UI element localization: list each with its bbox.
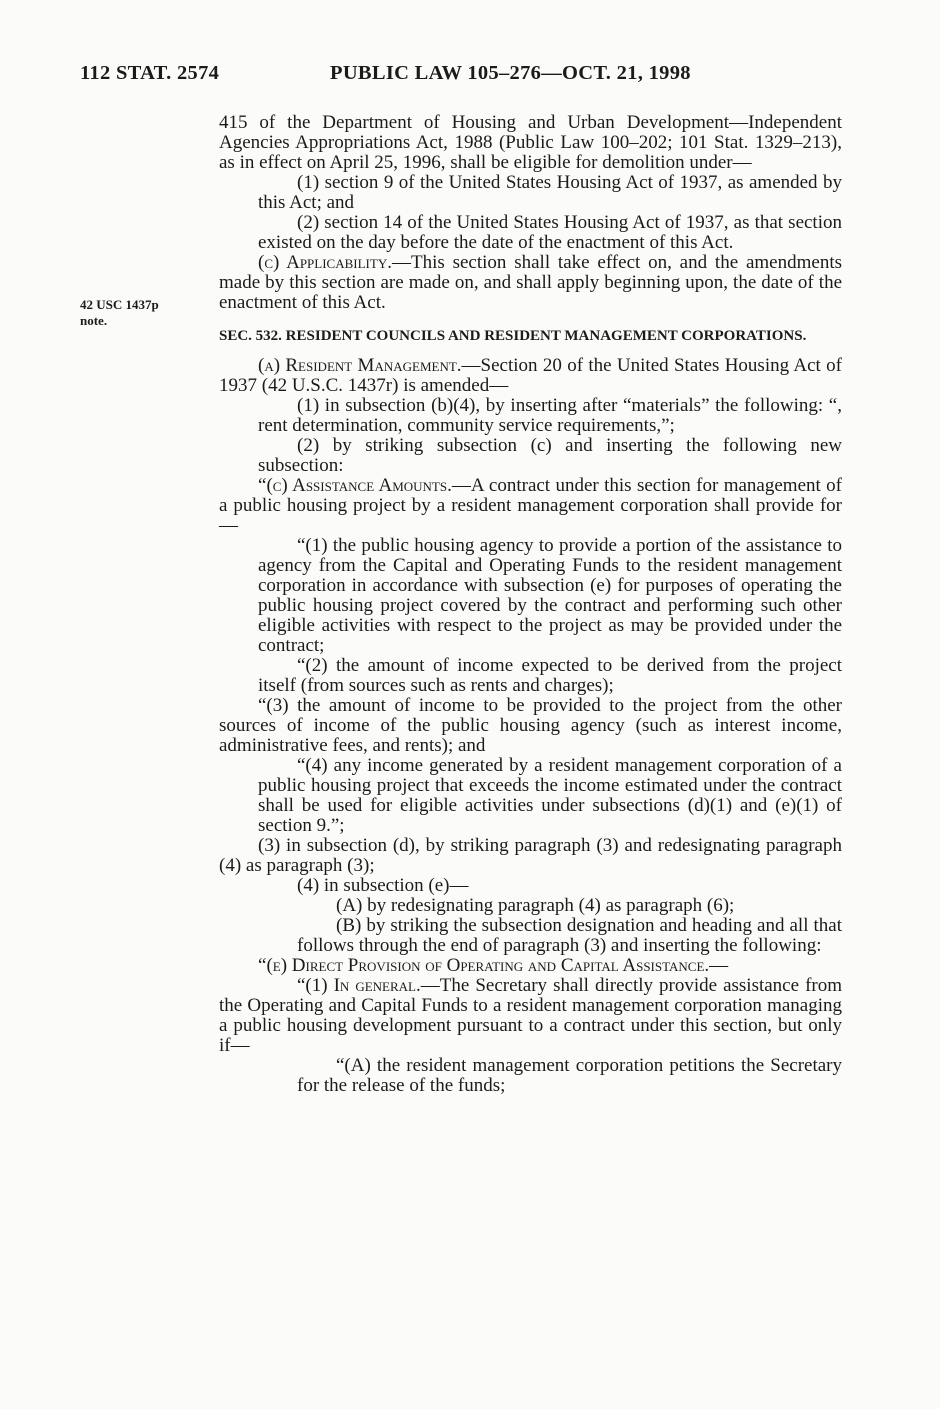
assistance-amounts-heading: (c) Assistance Amounts. — [266, 475, 452, 496]
resident-management-heading: (a) Resident Management. — [258, 355, 462, 376]
assistance-item-1: “(1) the public housing agency to provide a portion of the assistance to agency from the Capital and Operating Funds to the resident management corporation in accordance with subsection (e) for purposes of operating the public housing project covered by the contract and performing such other eligible activities with respect to the project as may be provided under the contract; — [258, 535, 842, 656]
direct-provision-dash: — — [709, 955, 729, 976]
assistance-amounts-paragraph — [219, 476, 842, 536]
applicability-text: —This section shall take effect on, and the amendments made by this section are made on, and shall apply beginning upon, the date of the enactment of this Act. — [219, 252, 842, 313]
section-heading: SEC. 532. RESIDENT COUNCILS AND RESIDENT MANAGEMENT CORPORATIONS. — [219, 328, 807, 344]
amendment-1: (1) in subsection (b)(4), by inserting after “materials” the following: “, rent determination, community service requirements,”; — [258, 395, 842, 436]
direct-provision-quote: “ — [258, 955, 267, 976]
law-title: PUBLIC LAW 105–276—OCT. 21, 1998 — [330, 62, 691, 84]
page-reference: 112 STAT. 2574 — [80, 62, 220, 84]
in-general-text: —The Secretary shall directly provide assistance from the Operating and Capital Funds to a resident management corporation managing a public housing development pursuant to a contract under this section, but only if— — [219, 975, 843, 1056]
amendment-2: (2) by striking subsection (c) and inserting the following new subsection: — [258, 435, 842, 476]
continued-paragraph: 415 of the Department of Housing and Urban Development—Independent Agencies Appropriations Act, 1988 (Public Law 100–202; 101 Stat. 1329–213), as in effect on April 25, 1996, shall be eligible for demolition under— — [219, 112, 842, 173]
document-body — [219, 113, 842, 1096]
assistance-amounts-text: —A contract under this section for management of a public housing project by a resident management corporation shall provide for— — [219, 475, 843, 536]
direct-provision-paragraph — [219, 956, 842, 976]
in-general-prefix: “(1) — [297, 975, 334, 996]
in-general-paragraph — [219, 976, 842, 1056]
list-item-1: (1) section 9 of the United States Housing Act of 1937, as amended by this Act; and — [258, 172, 842, 213]
in-general-heading: In general. — [333, 975, 421, 996]
assistance-item-3: “(3) the amount of income to be provided to the project from the other sources of income of the public housing agency (such as interest income, administrative fees, and rents); and — [219, 695, 842, 756]
resident-management-paragraph — [219, 356, 842, 396]
amendment-4: (4) in subsection (e)— — [297, 875, 469, 896]
margin-note — [80, 297, 159, 329]
assistance-item-4: “(4) any income generated by a resident management corporation of a public housing project that exceeds the income estimated under the contract shall be used for eligible activities under subsections (d)(1) and (e)(1) of section 9.”; — [258, 755, 842, 836]
in-general-item-a: “(A) the resident management corporation petitions the Secretary for the release of the funds; — [297, 1055, 842, 1096]
applicability-paragraph — [219, 253, 842, 313]
amendment-4b: (B) by striking the subsection designation and heading and all that follows through the end of paragraph (3) and inserting the following: — [297, 915, 842, 956]
assistance-item-2: “(2) the amount of income expected to be derived from the project itself (from sources such as rents and charges); — [258, 655, 842, 696]
resident-management-text: —Section 20 of the United States Housing Act of 1937 (42 U.S.C. 1437r) is amended— — [219, 355, 843, 396]
list-item-2: (2) section 14 of the United States Housing Act of 1937, as that section existed on the day before the date of the enactment of this Act. — [258, 212, 842, 253]
assistance-quote: “ — [258, 475, 267, 496]
direct-provision-heading: (e) Direct Provision of Operating and Capital Assistance. — [266, 955, 710, 976]
applicability-heading: (c) Applicability. — [258, 252, 392, 273]
amendment-4a: (A) by redesignating paragraph (4) as paragraph (6); — [336, 895, 735, 916]
margin-note-line1: 42 USC 1437p — [80, 297, 159, 312]
margin-note-line2: note. — [80, 313, 108, 328]
amendment-3: (3) in subsection (d), by striking paragraph (3) and redesignating paragraph (4) as paragraph (3); — [219, 835, 842, 876]
